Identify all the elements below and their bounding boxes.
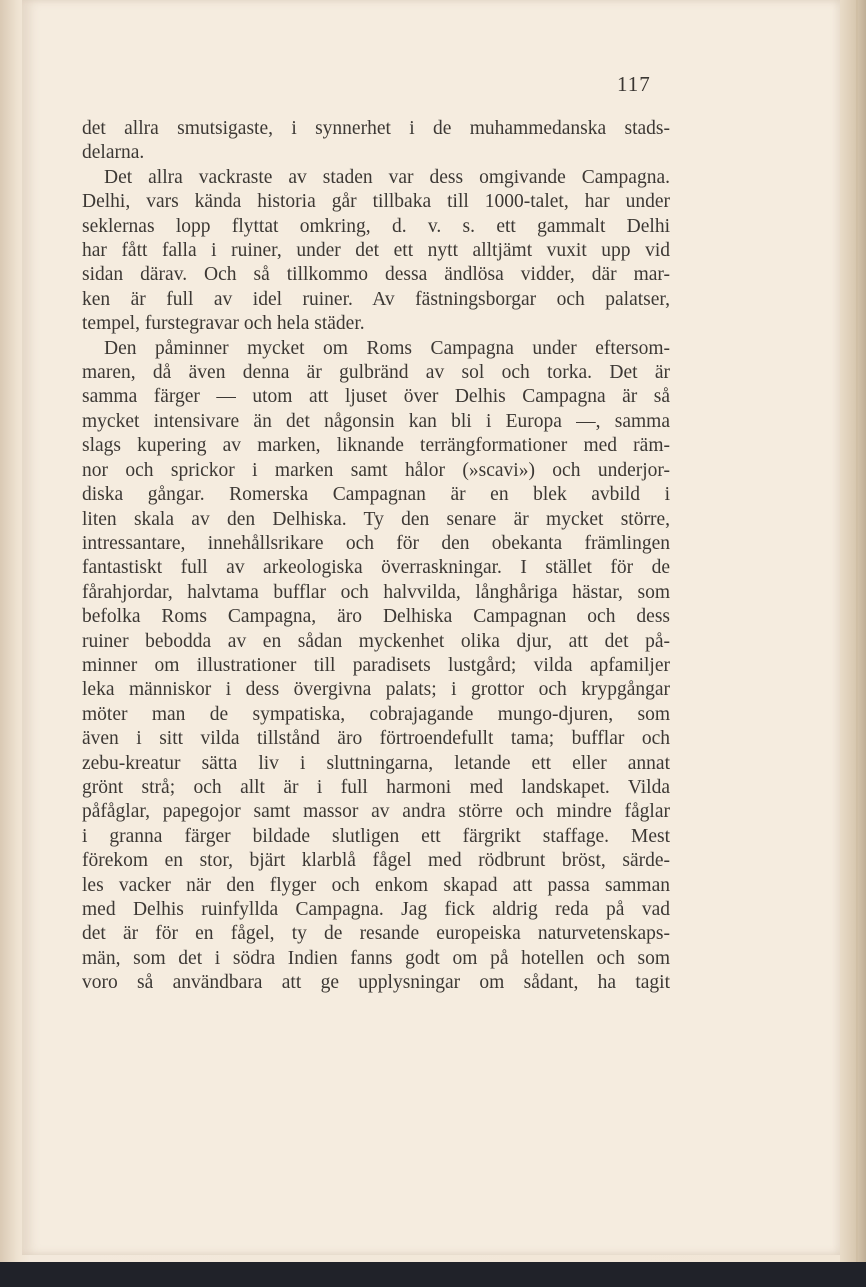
body-text <box>82 117 670 996</box>
text-line: delarna. <box>82 142 145 164</box>
text-line: maren, då även denna är gulbränd av sol och torka. Det är <box>82 362 670 384</box>
text-line: mycket intensivare än det någonsin kan bli i Europa —, samma <box>82 410 670 432</box>
text-line: liten skala av den Delhiska. Ty den senare är mycket större, <box>82 508 670 530</box>
text-line: Det allra vackraste av staden var dess omgivande Campagna. <box>104 166 670 188</box>
text-line: det allra smutsigaste, i synnerhet i de muhammedanska stads- <box>82 118 670 139</box>
text-line: möter man de sympatiska, cobrajagande mungo-djuren, som <box>82 703 670 725</box>
text-line: fantastiskt full av arkeologiska överraskningar. I stället för de <box>82 557 670 579</box>
text-line: grönt strå; och allt är i full harmoni med landskapet. Vilda <box>82 776 670 798</box>
text-line: minner om illustrationer till paradisets lustgård; vilda apfamiljer <box>82 654 670 676</box>
text-line: ruiner bebodda av en sådan myckenhet olika djur, att det på- <box>82 630 670 652</box>
text-line: det är för en fågel, ty de resande europeiska naturvetenskaps- <box>82 923 670 945</box>
text-line: i granna färger bildade slutligen ett färgrikt staffage. Mest <box>82 825 670 847</box>
text-line: påfåglar, papegojor samt massor av andra större och mindre fåglar <box>82 801 670 823</box>
text-line: Delhi, vars kända historia går tillbaka till 1000-talet, har under <box>82 191 670 213</box>
text-line: sidan därav. Och så tillkommo dessa ändlösa vidder, där mar- <box>82 264 670 286</box>
text-line: diska gångar. Romerska Campagnan är en blek avbild i <box>82 484 670 506</box>
text-line: zebu-kreatur sätta liv i sluttningarna, letande ett eller annat <box>82 752 670 774</box>
text-line: ken är full av idel ruiner. Av fästningsborgar och palatser, <box>82 288 670 310</box>
text-line: intressantare, innehållsrikare och för den obekanta främlingen <box>82 532 670 554</box>
page-number: 117 <box>617 72 651 96</box>
text-line: fårahjordar, halvtama bufflar och halvvilda, långhåriga hästar, som <box>82 581 670 603</box>
text-line: har fått falla i ruiner, under det ett nytt alltjämt vuxit upp vid <box>82 240 670 262</box>
page-edge-line <box>856 0 858 1262</box>
text-line: även i sitt vilda tillstånd äro förtroendefullt tama; bufflar och <box>82 728 670 750</box>
text-line: förekom en stor, bjärt klarblå fågel med rödbrunt bröst, särde- <box>82 850 670 872</box>
text-line: leka människor i dess övergivna palats; i grottor och krypgångar <box>82 679 670 701</box>
text-line: tempel, furstegravar och hela städer. <box>82 313 365 335</box>
text-line: nor och sprickor i marken samt hålor (»scavi») och underjor- <box>82 459 670 481</box>
text-line: les vacker när den flyger och enkom skapad att passa samman <box>82 874 670 896</box>
scanner-background <box>0 1262 866 1287</box>
text-line: Den påminner mycket om Roms Campagna under eftersom- <box>104 337 670 359</box>
text-line: befolka Roms Campagna, äro Delhiska Campagnan och dess <box>82 606 670 628</box>
page-edge <box>840 0 866 1262</box>
text-line: voro så användbara att ge upplysningar om sådant, ha tagit <box>82 972 670 994</box>
text-line: seklernas lopp flyttat omkring, d. v. s. ett gammalt Delhi <box>82 215 670 237</box>
text-line: med Delhis ruinfyllda Campagna. Jag fick aldrig reda på vad <box>82 899 670 920</box>
text-line: samma färger — utom att ljuset över Delhis Campagna är så <box>82 386 670 408</box>
text-line: män, som det i södra Indien fanns godt om på hotellen och som <box>82 947 670 969</box>
text-line: slags kupering av marken, liknande terrängformationer med räm- <box>82 435 670 457</box>
